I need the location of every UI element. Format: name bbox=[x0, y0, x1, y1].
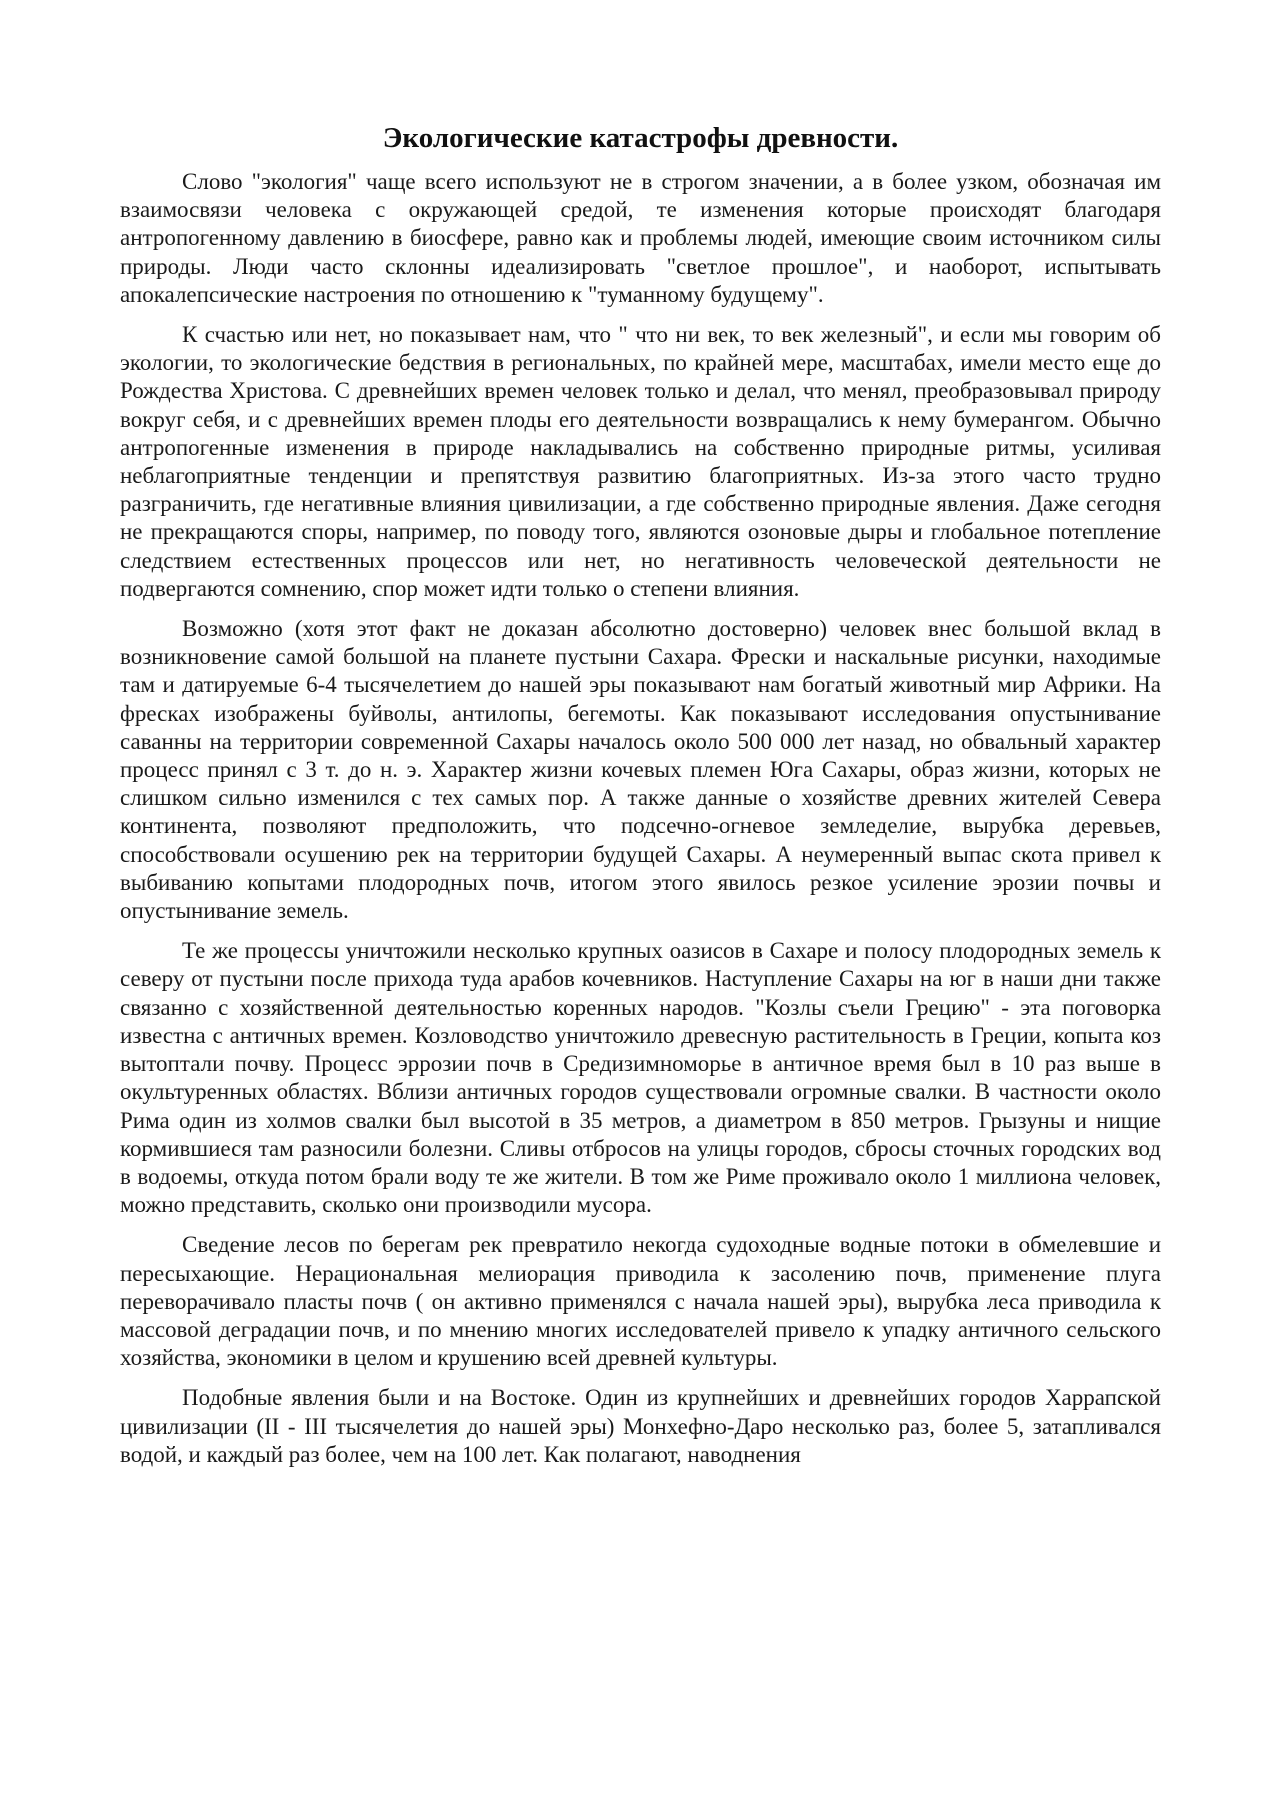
paragraph-greece-rome: Те же процессы уничтожили несколько крупных оазисов в Сахаре и полосу плодородных земель к северу от пустыни после прихода туда арабов кочевников. Наступление Сахары на юг в наши дни также связанно с хозяйственной деятельностью коренных народов. "Козлы съели Грецию" - эта поговорка известна с античных времен. Козловодство уничтожило древесную растительность в Греции, копыта коз вытоптали почву. Процесс эррозии почв в Средизимноморье в античное время был в 10 раз выше в окультуренных областях. Вблизи античных городов существовали огромные свалки. В частности около Рима один из холмов свалки был высотой в 35 метров, а диаметром в 850 метров. Грызуны и нищие кормившиеся там разносили болезни. Сливы отбросов на улицы городов, сбросы сточных городских вод в водоемы, откуда потом брали воду те же жители. В том же Риме проживало около 1 миллиона человек, можно представить, сколько они производили мусора. bbox=[120, 938, 1161, 1218]
paragraph-intro: Слово "экология" чаще всего используют не в строгом значении, а в более узком, обозначая им взаимосвязи человека с окружающей средой, те изменения которые происходят благодаря антропогенному давлению в биосфере, равно как и проблемы людей, имеющие своим источником силы природы. Люди часто склонны идеализировать "светлое прошлое", и наоборот, испытывать апокалепсические настроения по отношению к "туманному будущему". bbox=[120, 169, 1161, 307]
paragraph-deforestation: Сведение лесов по берегам рек превратило некогда судоходные водные потоки в обмелевшие и пересыхающие. Нерациональная мелиорация приводила к засолению почв, применение плуга переворачивало пласты почв ( он активно применялся с начала нашей эры), вырубка леса приводила к массовой деградации почв, и по мнению многих исследователей привело к упадку античного сельского хозяйства, экономики в целом и крушению всей древней культуры. bbox=[120, 1232, 1161, 1371]
document-body bbox=[120, 118, 1161, 1481]
paragraph-east: Подобные явления были и на Востоке. Один из крупнейших и древнейших городов Харрапской цивилизации (II - III тысячелетия до нашей эры) Монхефно-Даро несколько раз, более 5, затапливался водой, и каждый раз более, чем на 100 лет. Как полагают, наводнения bbox=[120, 1385, 1161, 1467]
paragraph-iron-age: К счастью или нет, но показывает нам, что " что ни век, то век железный", и если мы говорим об экологии, то экологические бедствия в региональных, по крайней мере, масштабах, имели место еще до Рождества Христова. С древнейших времен человек только и делал, что менял, преобразовывал природу вокруг себя, и с древнейших времен плоды его деятельности возвращались к нему бумерангом. Обычно антропогенные изменения в природе накладывались на собственно природные ритмы, усиливая неблагоприятные тенденции и препятствуя развитию благоприятных. Из-за этого часто трудно разграничить, где негативные влияния цивилизации, а где собственно природные явления. Даже сегодня не прекращаются споры, например, по поводу того, являются озоновые дыры и глобальное потепление следствием естественных процессов или нет, но негативность человеческой деятельности не подвергаются сомнению, спор может идти только о степени влияния. bbox=[120, 322, 1161, 601]
document-title: Экологические катастрофы древности. bbox=[382, 122, 899, 154]
paragraph-sahara: Возможно (хотя этот факт не доказан абсолютно достоверно) человек внес большой вклад в возникновение самой большой на планете пустыни Сахара. Фрески и наскальные рисунки, находимые там и датируемые 6-4 тысячелетием до нашей эры показывают нам богатый животный мир Африки. На фресках изображены буйволы, антилопы, бегемоты. Как показывают исследования опустынивание саванны на территории современной Сахары началось около 500 000 лет назад, но обвальный характер процесс принял с 3 т. до н. э. Характер жизни кочевых племен Юга Сахары, образ жизни, которых не слишком сильно изменился с тех самых пор. А также данные о хозяйстве древних жителей Севера континента, позволяют предположить, что подсечно-огневое земледелие, вырубка деревьев, способствовали осушению рек на территории будущей Сахары. А неумеренный выпас скота привел к выбиванию копытами плодородных почв, итогом этого явилось резкое усиление эрозии почвы и опустынивание земель. bbox=[120, 616, 1161, 924]
